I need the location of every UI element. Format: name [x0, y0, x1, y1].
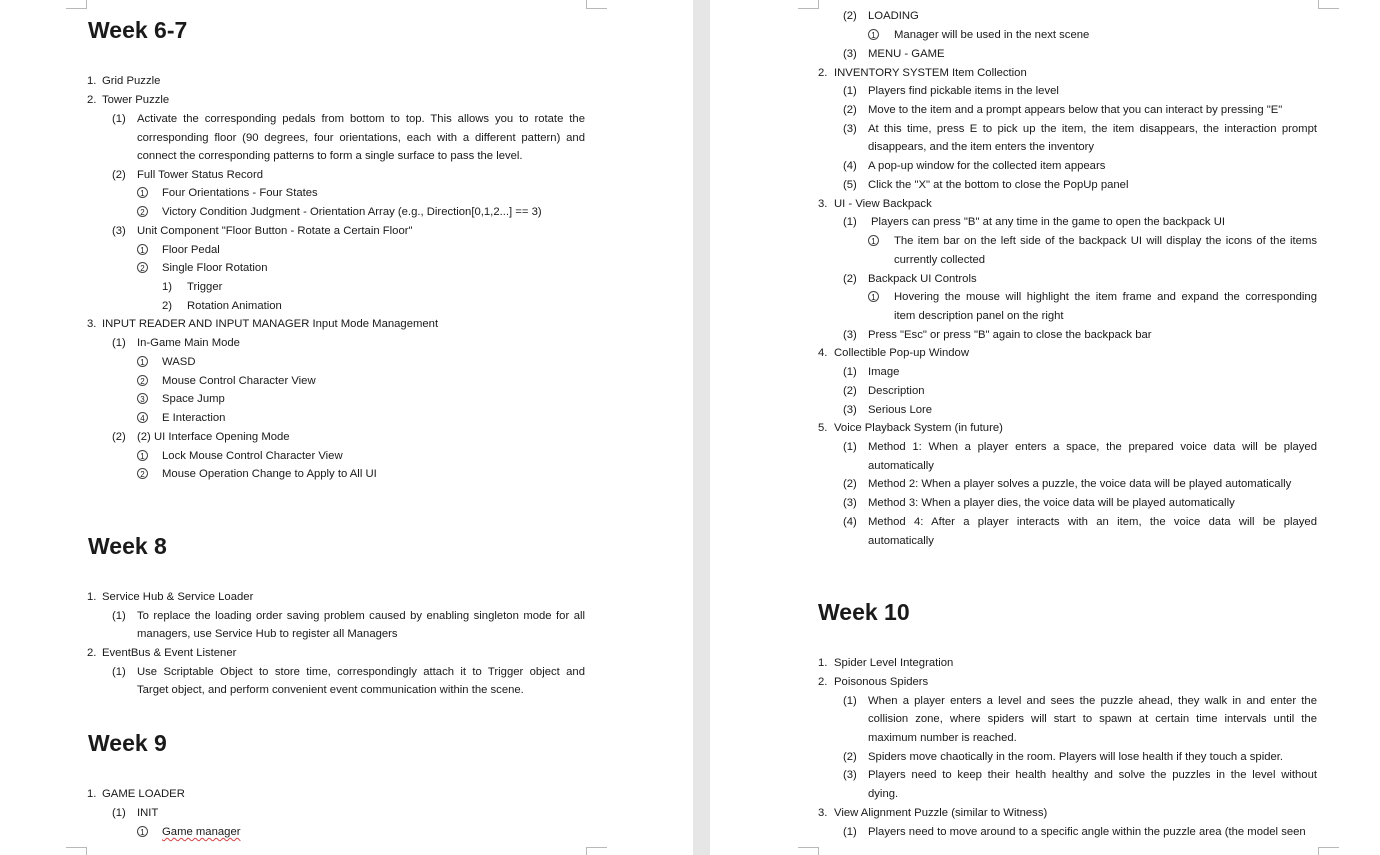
document-page-right: (2) LOADING 1 Manager will be used in the next scene (3) MENU - GAME 2. INVENTORY SYSTEM Item Collection (1) Players find pickable items in the level (2) Move to the item and a prompt appears below that you can interact by pressing "E" (3) At this time, press E to pick up the item, the item disappears, the interaction prompt disappears, and the item enters the inventory (4) A pop-up window for the collected item appears (5) Click the "X" at the bottom to close the PopUp panel 3. UI - View Backpack (1) Players can press "B" at any time in the game to open the backpack UI 1 The item bar on the left side of the backpack UI will display the icons of the items currently collected (2) Backpack UI Controls 1 Hovering the mouse will highlight the item frame and expand the corresponding item description panel on the right (3) Press "Esc" or press "B" again to close the backpack bar 4. Collectible Pop-up Window (1) Image (2) Description (3) Serious Lore 5. Voice Playback System (in future) (1) Method 1: When a player enters a space, the prepared voice data will be played automatically (2) Method 2: When a player solves a puzzle, the voice data will be played automatically (3) Method 3: When a player dies, the voice data will be played automatically (4) Method 4: After a player interacts with an item, the voice data will be played automatically Week 10 1. Spider Level Integration 2. Poisonous Spiders (1) When a player enters a level and sees the puzzle ahead, they walk in and enter the collision zone, where spiders will start to spawn at certain time intervals until the maximum number is reached. (2) Spiders move chaotically in the room. Players will lose health if they touch a spider. (3) Players need to keep their health healthy and solve the puzzles in the level without dying. 3. View Alignment Puzzle (similar to Witness) (1) Players need to move around to a specific angle within the puzzle area (the model seen [710, 0, 1380, 855]
heading-week-10: Week 10 [818, 599, 910, 625]
crop-mark [798, 0, 819, 9]
crop-mark [586, 0, 607, 9]
crop-mark [66, 847, 87, 855]
crop-mark [798, 847, 819, 855]
heading-week-6-7: Week 6-7 [88, 17, 188, 43]
heading-week-8: Week 8 [88, 533, 167, 559]
crop-mark [1318, 0, 1339, 9]
heading-week-9: Week 9 [88, 730, 167, 756]
crop-mark [1318, 847, 1339, 855]
document-page-left: Week 6-7 1. Grid Puzzle 2. Tower Puzzle (1) Activate the corresponding pedals from bottom to top. This allows you to rotate the corresponding floor (90 degrees, four orientations, each with a different pattern) and connect the corresponding patterns to form a single surface to pass the level. (2) Full Tower Status Record 1 Four Orientations - Four States 2 Victory Condition Judgment - Orientation Array (e.g., Direction[0,1,2...] == 3) (3) Unit Component "Floor Button - Rotate a Certain Floor" 1 Floor Pedal 2 Single Floor Rotation 1) Trigger 2) Rotation Animation 3. INPUT READER AND INPUT MANAGER Input Mode Management (1) In-Game Main Mode 1 WASD 2 Mouse Control Character View 3 Space Jump 4 E Interaction (2) (2) UI Interface Opening Mode 1 Lock Mouse Control Character View 2 Mouse Operation Change to Apply to All UI Week 8 1. Service Hub & Service Loader (1) To replace the loading order saving problem caused by enabling singleton mode for all managers, use Service Hub to register all Managers 2. EventBus & Event Listener (1) Use Scriptable Object to store time, correspondingly attach it to Trigger object and Target object, and perform convenient event communication within the scene. Week 9 1. GAME LOADER (1) INIT 1 Game manager [0, 0, 693, 855]
crop-mark [586, 847, 607, 855]
crop-mark [66, 0, 87, 9]
